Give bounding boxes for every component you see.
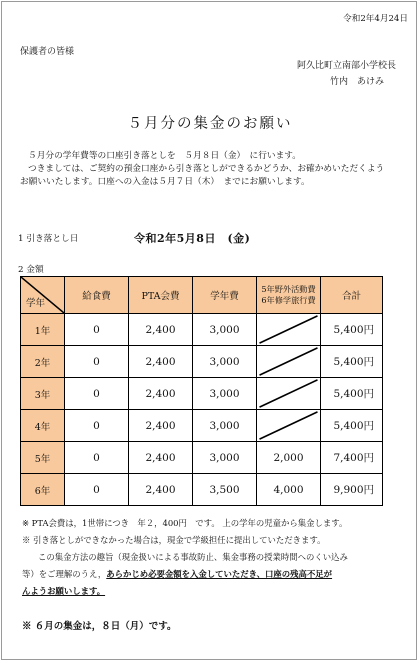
- sender-name: 竹内 あけみ: [329, 77, 384, 87]
- sender-school: 阿久比町立南部小学校長: [296, 61, 396, 71]
- row-grade: 3,000: [193, 314, 257, 346]
- slash-line: [257, 314, 320, 345]
- section1-label: 1 引き落とし日: [18, 234, 79, 244]
- row-trip: [257, 346, 321, 378]
- row-year: 4年: [21, 410, 65, 442]
- section2-label: 2 金額: [18, 265, 44, 275]
- header-year-label: 学年: [26, 298, 46, 309]
- note-5: [22, 583, 348, 600]
- header-total: 合計: [321, 277, 383, 314]
- slash-line: [257, 378, 320, 409]
- header-pta: PTA会費: [129, 277, 193, 314]
- note-4: [22, 566, 348, 583]
- note-1: ※ PTA会費は，1世帯につき 年２，400円 です。 上の学年の児童から集金します。: [22, 518, 348, 528]
- row-year: 6年: [21, 474, 65, 506]
- slash-line: [257, 410, 320, 441]
- row-grade: 3,000: [193, 442, 257, 474]
- fee-table: [20, 276, 383, 506]
- row-total: 5,400円: [321, 314, 383, 346]
- body-text: [20, 150, 404, 189]
- row-grade: 3,000: [193, 410, 257, 442]
- row-trip: [257, 378, 321, 410]
- final-note: ※ ６月の集金は，８日（月）です。: [22, 621, 177, 632]
- row-total: 5,400円: [321, 346, 383, 378]
- row-year: 2年: [21, 346, 65, 378]
- row-lunch: 0: [65, 346, 129, 378]
- header-year: [21, 277, 65, 314]
- row-total: 5,400円: [321, 410, 383, 442]
- fee-row: [21, 378, 383, 410]
- section1-value: 令和2年5月8日 (金): [134, 232, 251, 245]
- row-trip: 2,000: [257, 442, 321, 474]
- row-pta: 2,400: [129, 346, 193, 378]
- row-lunch: 0: [65, 410, 129, 442]
- header-grade: 学年費: [193, 277, 257, 314]
- note-3: この集金方法の趣旨（現金扱いによる事故防止、集金事務の授業時間へのくい込み: [38, 552, 348, 562]
- row-grade: 3,500: [193, 474, 257, 506]
- row-lunch: 0: [65, 474, 129, 506]
- row-lunch: 0: [65, 314, 129, 346]
- note-4-bold: あらかじめ必要金額を入金していただき、口座の残高不足が: [106, 569, 333, 579]
- header-trip: 5年野外活動費 6年修学旅行費: [257, 277, 321, 314]
- row-pta: 2,400: [129, 410, 193, 442]
- row-total: 9,900円: [321, 474, 383, 506]
- note-5-bold: んようお願いします。: [22, 586, 106, 596]
- row-trip: [257, 410, 321, 442]
- recipient: 保護者の皆様: [20, 47, 75, 57]
- row-trip: [257, 314, 321, 346]
- document-title: ５月分の集金のお願い: [127, 116, 293, 132]
- document-date: 令和2年4月24日: [343, 14, 408, 24]
- row-lunch: 0: [65, 442, 129, 474]
- row-grade: 3,000: [193, 378, 257, 410]
- notes: [22, 515, 348, 600]
- slash-line: [257, 346, 320, 377]
- fee-table-header: [21, 277, 383, 314]
- fee-row: [21, 314, 383, 346]
- row-year: 3年: [21, 378, 65, 410]
- row-year: 1年: [21, 314, 65, 346]
- note-4-plain: 等）をご理解のうえ，: [22, 569, 107, 579]
- row-pta: 2,400: [129, 474, 193, 506]
- body-line-3: お願いいたします。口座への入金は５月７日（木） までにお願いします。: [20, 177, 310, 187]
- row-total: 7,400円: [321, 442, 383, 474]
- fee-row: [21, 442, 383, 474]
- row-pta: 2,400: [129, 314, 193, 346]
- fee-row: [21, 410, 383, 442]
- body-line-2: つきましては、ご契約の預金口座から引き落としができるかどうか、お確かめいただくよう: [28, 164, 385, 174]
- fee-row: [21, 474, 383, 506]
- row-grade: 3,000: [193, 346, 257, 378]
- row-pta: 2,400: [129, 378, 193, 410]
- body-line-1: ５月分の学年費等の口座引き落としを ５月８日（金） に行います。: [28, 151, 301, 161]
- row-year: 5年: [21, 442, 65, 474]
- header-lunch: 給食費: [65, 277, 129, 314]
- row-total: 5,400円: [321, 378, 383, 410]
- fee-row: [21, 346, 383, 378]
- note-2: ※ 引き落としができなかった場合は，現金で学級担任に提出していただきます。: [22, 535, 326, 545]
- row-lunch: 0: [65, 378, 129, 410]
- row-pta: 2,400: [129, 442, 193, 474]
- row-trip: 4,000: [257, 474, 321, 506]
